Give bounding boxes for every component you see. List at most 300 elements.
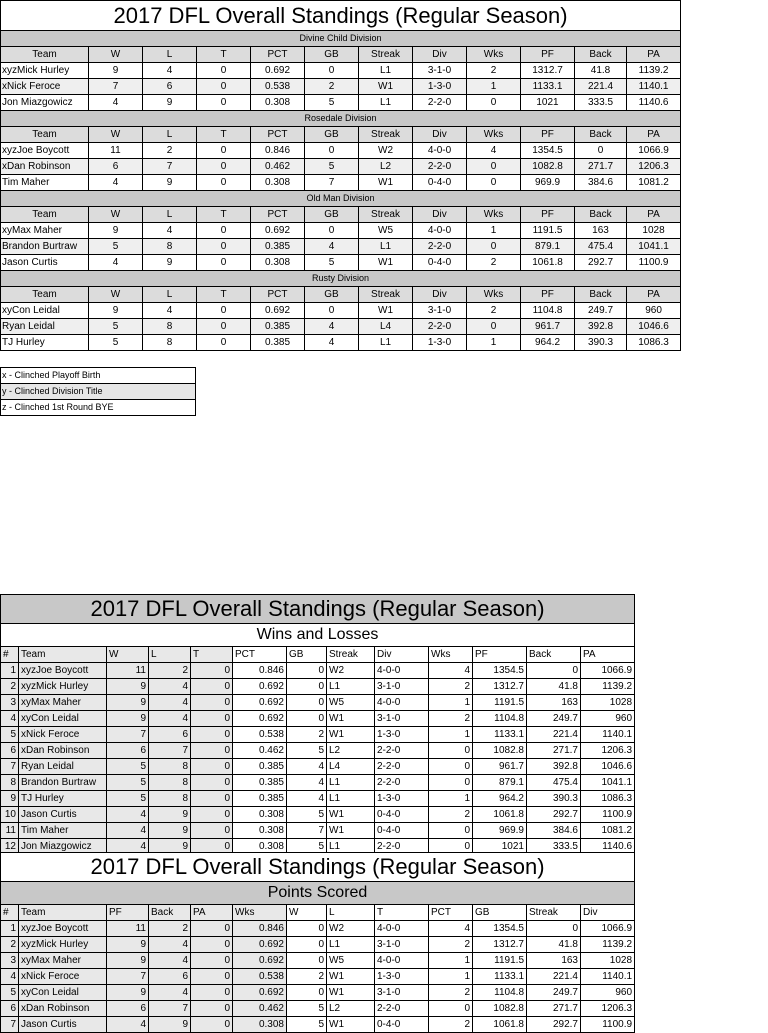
column-header: Team xyxy=(1,47,89,63)
column-header: L xyxy=(149,647,191,663)
stat-cell: W1 xyxy=(327,807,375,823)
stat-cell: 5 xyxy=(89,335,143,351)
table-row xyxy=(1,1017,635,1033)
stat-cell: 0.308 xyxy=(251,255,305,271)
column-header: PA xyxy=(627,207,681,223)
stat-cell: 0.846 xyxy=(233,921,287,937)
stat-cell: 392.8 xyxy=(575,319,627,335)
stat-cell: L1 xyxy=(327,839,375,855)
stat-cell: 1140.1 xyxy=(627,79,681,95)
column-header: Div xyxy=(581,905,635,921)
division-standings-sheet xyxy=(0,0,681,351)
subtitle-row xyxy=(1,882,635,905)
rank-cell: 3 xyxy=(1,953,19,969)
rank-cell: 2 xyxy=(1,679,19,695)
legend-table xyxy=(0,367,196,416)
stat-cell: 1133.1 xyxy=(473,727,527,743)
column-header: Wks xyxy=(233,905,287,921)
stat-cell: W1 xyxy=(359,175,413,191)
column-header: T xyxy=(191,647,233,663)
stat-cell: 41.8 xyxy=(527,679,581,695)
stat-cell: 0 xyxy=(287,937,327,953)
stat-cell: 1140.1 xyxy=(581,969,635,985)
legend-row xyxy=(1,400,196,416)
stat-cell: 2-2-0 xyxy=(375,743,429,759)
stat-cell: 1081.2 xyxy=(581,823,635,839)
stat-cell: 1100.9 xyxy=(581,1017,635,1033)
stat-cell: 2 xyxy=(429,807,473,823)
stat-cell: 0 xyxy=(197,239,251,255)
stat-cell: 1104.8 xyxy=(521,303,575,319)
stat-cell: 2-2-0 xyxy=(413,319,467,335)
division-name: Divine Child Division xyxy=(1,31,681,47)
stat-cell: 0 xyxy=(467,175,521,191)
stat-cell: W1 xyxy=(327,711,375,727)
column-header: T xyxy=(197,127,251,143)
stat-cell: 0.692 xyxy=(233,711,287,727)
column-header: PCT xyxy=(251,287,305,303)
stat-cell: 961.7 xyxy=(473,759,527,775)
stat-cell: 4 xyxy=(467,143,521,159)
column-header: GB xyxy=(305,127,359,143)
stat-cell: 0 xyxy=(575,143,627,159)
stat-cell: 2 xyxy=(287,727,327,743)
column-header: Back xyxy=(575,127,627,143)
stat-cell: 1 xyxy=(467,223,521,239)
stat-cell: L2 xyxy=(327,743,375,759)
team-name: xDan Robinson xyxy=(1,159,89,175)
sheet-title-row xyxy=(1,1,681,31)
stat-cell: 9 xyxy=(107,695,149,711)
stat-cell: 9 xyxy=(107,985,149,1001)
stat-cell: 390.3 xyxy=(575,335,627,351)
stat-cell: 0 xyxy=(191,727,233,743)
stat-cell: 6 xyxy=(149,727,191,743)
stat-cell: 3-1-0 xyxy=(375,937,429,953)
stat-cell: 4 xyxy=(89,95,143,111)
stat-cell: 4 xyxy=(107,1017,149,1033)
team-name: xNick Feroce xyxy=(1,79,89,95)
stat-cell: 4-0-0 xyxy=(375,695,429,711)
stat-cell: 1081.2 xyxy=(627,175,681,191)
stat-cell: 0.692 xyxy=(233,679,287,695)
stat-cell: L1 xyxy=(359,239,413,255)
stat-cell: 4 xyxy=(149,985,191,1001)
stat-cell: 1133.1 xyxy=(473,969,527,985)
stat-cell: 0 xyxy=(191,711,233,727)
stat-cell: 1-3-0 xyxy=(375,969,429,985)
header-row xyxy=(1,287,681,303)
stat-cell: 0.846 xyxy=(233,663,287,679)
column-header: L xyxy=(143,127,197,143)
stat-cell: 2-2-0 xyxy=(413,239,467,255)
column-header: Back xyxy=(149,905,191,921)
wins-losses-table xyxy=(0,594,635,855)
team-name: Tim Maher xyxy=(1,175,89,191)
stat-cell: 3-1-0 xyxy=(375,985,429,1001)
column-header: GB xyxy=(287,647,327,663)
stat-cell: 0.308 xyxy=(233,839,287,855)
stat-cell: 7 xyxy=(287,823,327,839)
stat-cell: 9 xyxy=(107,953,149,969)
stat-cell: 8 xyxy=(149,775,191,791)
stat-cell: 0 xyxy=(467,319,521,335)
stat-cell: 5 xyxy=(287,1001,327,1017)
header-row xyxy=(1,905,635,921)
stat-cell: 4 xyxy=(305,319,359,335)
stat-cell: 2-2-0 xyxy=(375,839,429,855)
stat-cell: 9 xyxy=(149,807,191,823)
column-header: L xyxy=(143,207,197,223)
stat-cell: 3-1-0 xyxy=(375,679,429,695)
stat-cell: 11 xyxy=(89,143,143,159)
stat-cell: W2 xyxy=(359,143,413,159)
stat-cell: 0.692 xyxy=(233,695,287,711)
division-name-row xyxy=(1,111,681,127)
stat-cell: 1028 xyxy=(581,695,635,711)
stat-cell: 0 xyxy=(191,823,233,839)
stat-cell: 0 xyxy=(191,1001,233,1017)
stat-cell: 0-4-0 xyxy=(375,823,429,839)
table-row xyxy=(1,937,635,953)
legend-item: y - Clinched Division Title xyxy=(1,384,196,400)
stat-cell: 4 xyxy=(287,791,327,807)
stat-cell: L4 xyxy=(327,759,375,775)
column-header: Wks xyxy=(467,207,521,223)
stat-cell: 384.6 xyxy=(575,175,627,191)
stat-cell: 1354.5 xyxy=(473,921,527,937)
column-header: W xyxy=(89,127,143,143)
stat-cell: 0.692 xyxy=(251,303,305,319)
stat-cell: 1028 xyxy=(581,953,635,969)
stat-cell: 4 xyxy=(305,239,359,255)
legend-row xyxy=(1,368,196,384)
table-row xyxy=(1,255,681,271)
column-header: PCT xyxy=(233,647,287,663)
stat-cell: 163 xyxy=(527,953,581,969)
table-row xyxy=(1,679,635,695)
rank-cell: 7 xyxy=(1,1017,19,1033)
stat-cell: 964.2 xyxy=(521,335,575,351)
column-header: PF xyxy=(521,287,575,303)
column-header: GB xyxy=(473,905,527,921)
table-row xyxy=(1,175,681,191)
team-name: xyzJoe Boycott xyxy=(1,143,89,159)
stat-cell: 8 xyxy=(143,319,197,335)
table-row xyxy=(1,695,635,711)
stat-cell: 969.9 xyxy=(521,175,575,191)
stat-cell: 2 xyxy=(429,711,473,727)
stat-cell: 0 xyxy=(429,823,473,839)
points-scored-sheet xyxy=(0,852,635,1033)
stat-cell: 2 xyxy=(467,63,521,79)
stat-cell: 4 xyxy=(107,807,149,823)
stat-cell: 2-2-0 xyxy=(413,95,467,111)
stat-cell: 390.3 xyxy=(527,791,581,807)
stat-cell: 2 xyxy=(305,79,359,95)
table-row xyxy=(1,711,635,727)
stat-cell: 163 xyxy=(575,223,627,239)
stat-cell: 0 xyxy=(197,159,251,175)
column-header: PA xyxy=(627,287,681,303)
stat-cell: W1 xyxy=(327,1017,375,1033)
stat-cell: 0.692 xyxy=(251,223,305,239)
column-header: W xyxy=(89,287,143,303)
stat-cell: 2 xyxy=(467,255,521,271)
table-row xyxy=(1,791,635,807)
division-standings-table xyxy=(0,0,681,351)
column-header: PA xyxy=(627,127,681,143)
stat-cell: 3-1-0 xyxy=(413,303,467,319)
team-name: Jason Curtis xyxy=(19,807,107,823)
stat-cell: 249.7 xyxy=(527,985,581,1001)
team-name: TJ Hurley xyxy=(19,791,107,807)
stat-cell: 221.4 xyxy=(527,969,581,985)
column-header: W xyxy=(89,207,143,223)
team-name: xyMax Maher xyxy=(19,695,107,711)
stat-cell: 0.385 xyxy=(233,759,287,775)
column-header: L xyxy=(327,905,375,921)
team-name: Brandon Burtraw xyxy=(19,775,107,791)
stat-cell: 4-0-0 xyxy=(375,953,429,969)
stat-cell: 8 xyxy=(149,791,191,807)
table-row xyxy=(1,335,681,351)
column-header: # xyxy=(1,905,19,921)
team-name: xNick Feroce xyxy=(19,727,107,743)
stat-cell: 41.8 xyxy=(575,63,627,79)
team-name: Jon Miazgowicz xyxy=(19,839,107,855)
stat-cell: 9 xyxy=(89,303,143,319)
stat-cell: 1041.1 xyxy=(581,775,635,791)
table-row xyxy=(1,95,681,111)
column-header: GB xyxy=(305,287,359,303)
stat-cell: 1354.5 xyxy=(473,663,527,679)
column-header: Team xyxy=(1,127,89,143)
stat-cell: 4 xyxy=(287,759,327,775)
stat-cell: 1139.2 xyxy=(581,937,635,953)
division-name: Rosedale Division xyxy=(1,111,681,127)
column-header: PF xyxy=(521,47,575,63)
stat-cell: 5 xyxy=(305,95,359,111)
column-header: Streak xyxy=(527,905,581,921)
stat-cell: 2 xyxy=(429,1017,473,1033)
stat-cell: 0 xyxy=(197,255,251,271)
stat-cell: 960 xyxy=(627,303,681,319)
stat-cell: 9 xyxy=(149,1017,191,1033)
column-header: Team xyxy=(19,905,107,921)
stat-cell: 0 xyxy=(467,159,521,175)
table-row xyxy=(1,663,635,679)
column-header: # xyxy=(1,647,19,663)
stat-cell: 4 xyxy=(107,823,149,839)
stat-cell: 7 xyxy=(107,727,149,743)
stat-cell: 5 xyxy=(287,1017,327,1033)
column-header: Team xyxy=(1,287,89,303)
column-header: PCT xyxy=(251,207,305,223)
stat-cell: 0 xyxy=(197,63,251,79)
stat-cell: 4 xyxy=(149,711,191,727)
stat-cell: 7 xyxy=(89,79,143,95)
stat-cell: 7 xyxy=(149,743,191,759)
stat-cell: W1 xyxy=(327,823,375,839)
stat-cell: 1 xyxy=(429,791,473,807)
stat-cell: 9 xyxy=(107,711,149,727)
stat-cell: 879.1 xyxy=(473,775,527,791)
stat-cell: 2 xyxy=(429,985,473,1001)
column-header: Div xyxy=(413,287,467,303)
stat-cell: 1139.2 xyxy=(581,679,635,695)
stat-cell: 1206.3 xyxy=(627,159,681,175)
stat-cell: 4 xyxy=(429,921,473,937)
column-header: L xyxy=(143,47,197,63)
team-name: Jon Miazgowicz xyxy=(1,95,89,111)
stat-cell: 0-4-0 xyxy=(413,255,467,271)
stat-cell: 1046.6 xyxy=(627,319,681,335)
stat-cell: 1066.9 xyxy=(581,663,635,679)
column-header: PCT xyxy=(251,127,305,143)
clinch-legend xyxy=(0,367,196,416)
column-header: PF xyxy=(521,207,575,223)
stat-cell: 7 xyxy=(149,1001,191,1017)
legend-item: x - Clinched Playoff Birth xyxy=(1,368,196,384)
stat-cell: 1206.3 xyxy=(581,1001,635,1017)
stat-cell: 0 xyxy=(191,695,233,711)
table-row xyxy=(1,921,635,937)
rank-cell: 10 xyxy=(1,807,19,823)
sheet-subtitle: Wins and Losses xyxy=(1,624,635,647)
column-header: Streak xyxy=(359,127,413,143)
rank-cell: 3 xyxy=(1,695,19,711)
column-header: PF xyxy=(521,127,575,143)
stat-cell: W2 xyxy=(327,663,375,679)
stat-cell: 1 xyxy=(429,969,473,985)
stat-cell: 0 xyxy=(287,711,327,727)
team-name: Tim Maher xyxy=(19,823,107,839)
header-row xyxy=(1,647,635,663)
stat-cell: 0 xyxy=(429,759,473,775)
column-header: Back xyxy=(575,207,627,223)
stat-cell: 1046.6 xyxy=(581,759,635,775)
division-name: Rusty Division xyxy=(1,271,681,287)
stat-cell: 249.7 xyxy=(527,711,581,727)
stat-cell: 0.385 xyxy=(251,319,305,335)
stat-cell: 1312.7 xyxy=(473,679,527,695)
stat-cell: L1 xyxy=(359,63,413,79)
stat-cell: 0 xyxy=(191,921,233,937)
stat-cell: 1104.8 xyxy=(473,711,527,727)
stat-cell: 0 xyxy=(197,79,251,95)
rank-cell: 9 xyxy=(1,791,19,807)
stat-cell: 0.385 xyxy=(251,239,305,255)
stat-cell: 1100.9 xyxy=(581,807,635,823)
stat-cell: 4-0-0 xyxy=(375,921,429,937)
division-name: Old Man Division xyxy=(1,191,681,207)
rank-cell: 4 xyxy=(1,711,19,727)
column-header: PF xyxy=(473,647,527,663)
stat-cell: 2 xyxy=(149,921,191,937)
stat-cell: 0 xyxy=(191,1017,233,1033)
stat-cell: 0 xyxy=(191,743,233,759)
column-header: T xyxy=(197,207,251,223)
stat-cell: 0 xyxy=(197,335,251,351)
stat-cell: 5 xyxy=(305,159,359,175)
stat-cell: 1100.9 xyxy=(627,255,681,271)
column-header: Div xyxy=(375,647,429,663)
stat-cell: 5 xyxy=(89,319,143,335)
legend-row xyxy=(1,384,196,400)
stat-cell: 1082.8 xyxy=(473,1001,527,1017)
column-header: Back xyxy=(527,647,581,663)
stat-cell: 1191.5 xyxy=(473,953,527,969)
stat-cell: 1-3-0 xyxy=(375,727,429,743)
rank-cell: 12 xyxy=(1,839,19,855)
stat-cell: L1 xyxy=(327,775,375,791)
stat-cell: 0 xyxy=(305,143,359,159)
stat-cell: 1061.8 xyxy=(521,255,575,271)
column-header: PA xyxy=(191,905,233,921)
column-header: Wks xyxy=(467,287,521,303)
team-name: xyCon Leidal xyxy=(1,303,89,319)
stat-cell: 6 xyxy=(107,1001,149,1017)
stat-cell: 292.7 xyxy=(575,255,627,271)
stat-cell: 1312.7 xyxy=(521,63,575,79)
stat-cell: W5 xyxy=(327,695,375,711)
column-header: T xyxy=(197,47,251,63)
stat-cell: 0-4-0 xyxy=(375,1017,429,1033)
column-header: Team xyxy=(1,207,89,223)
team-name: Brandon Burtraw xyxy=(1,239,89,255)
table-row xyxy=(1,159,681,175)
team-name: Jason Curtis xyxy=(19,1017,107,1033)
stat-cell: W1 xyxy=(359,79,413,95)
sheet-title: 2017 DFL Overall Standings (Regular Season) xyxy=(1,1,681,31)
stat-cell: W1 xyxy=(327,727,375,743)
stat-cell: 969.9 xyxy=(473,823,527,839)
stat-cell: W1 xyxy=(359,303,413,319)
team-name: xyCon Leidal xyxy=(19,711,107,727)
stat-cell: 2 xyxy=(429,679,473,695)
stat-cell: 1139.2 xyxy=(627,63,681,79)
stat-cell: 9 xyxy=(89,223,143,239)
stat-cell: 1061.8 xyxy=(473,807,527,823)
sheet-subtitle: Points Scored xyxy=(1,882,635,905)
stat-cell: 0 xyxy=(467,95,521,111)
sheet-title-row xyxy=(1,595,635,624)
stat-cell: 0 xyxy=(191,953,233,969)
stat-cell: 271.7 xyxy=(527,1001,581,1017)
stat-cell: 0 xyxy=(191,775,233,791)
stat-cell: 2-2-0 xyxy=(413,159,467,175)
column-header: Streak xyxy=(359,207,413,223)
stat-cell: 4-0-0 xyxy=(413,143,467,159)
stat-cell: 333.5 xyxy=(575,95,627,111)
stat-cell: 271.7 xyxy=(527,743,581,759)
stat-cell: 8 xyxy=(143,335,197,351)
stat-cell: 1061.8 xyxy=(473,1017,527,1033)
stat-cell: 0.692 xyxy=(233,937,287,953)
column-header: Back xyxy=(575,287,627,303)
stat-cell: 4 xyxy=(149,937,191,953)
stat-cell: 0.538 xyxy=(233,969,287,985)
stat-cell: 0 xyxy=(191,969,233,985)
stat-cell: 221.4 xyxy=(527,727,581,743)
stat-cell: 1312.7 xyxy=(473,937,527,953)
rank-cell: 8 xyxy=(1,775,19,791)
stat-cell: 0 xyxy=(197,95,251,111)
team-name: xyzMick Hurley xyxy=(19,679,107,695)
points-scored-table xyxy=(0,852,635,1033)
stat-cell: 1140.1 xyxy=(581,727,635,743)
